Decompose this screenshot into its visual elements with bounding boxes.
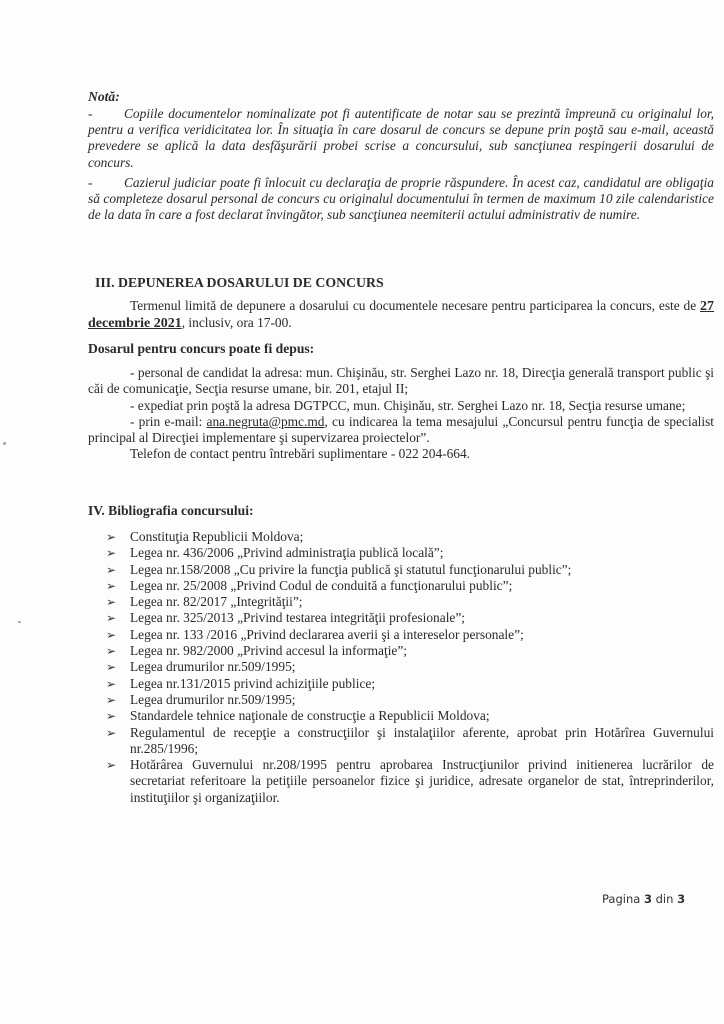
contact-phone: Telefon de contact pentru întrebări suplimentare - 022 204-664. xyxy=(130,446,471,462)
arrowhead-bullet-icon: ➢ xyxy=(106,644,117,659)
note-dash: - xyxy=(88,175,93,190)
arrowhead-bullet-icon: ➢ xyxy=(106,692,117,707)
bibliography-item xyxy=(106,692,714,708)
note-dash: - xyxy=(88,106,93,121)
note-item xyxy=(88,175,714,224)
note-text: Cazierul judiciar poate fi înlocuit cu declaraţia de proprie răspundere. În acest caz, candidatul are obligaţia să completeze dosarul personal de concurs cu originalul documentului în termen de maximum 10 zile calendaristice de la data în care a fost declarat învingător, sub sancţiunea neemiterii actului administrativ de numire. xyxy=(88,175,714,223)
arrowhead-bullet-icon: ➢ xyxy=(106,530,117,544)
note-text: Copiile documentelor nominalizate pot fi autentificate de notar sau se prezintă împreună cu originalul lor, pentru a verifica veridicitatea lor. În situaţia în care dosarul de concurs se depune prin poştă sau e-mail, această prevedere se aplică la data desfăşurării probei scrise a concursului, sub sancţiunea respingerii dosarului de concurs. xyxy=(88,106,714,170)
arrowhead-bullet-icon: ➢ xyxy=(106,725,117,740)
bibliography-item-text: Legea drumurilor nr.509/1995; xyxy=(130,691,296,707)
bibliography-item-text: Constituţia Republicii Moldova; xyxy=(130,529,304,544)
bibliography-item-text: Legea nr. 436/2006 „Privind administraţia publică locală”; xyxy=(130,545,444,561)
page-label: Pagina xyxy=(602,892,641,906)
bibliography-item xyxy=(106,757,714,806)
submission-methods-heading: Dosarul pentru concurs poate fi depus: xyxy=(88,341,315,356)
deadline-text-after: , inclusiv, ora 17-00. xyxy=(181,315,292,331)
bibliography-item-text: Legea nr.158/2008 „Cu privire la funcţia publică şi statutul funcţionarului public”; xyxy=(130,561,572,577)
option-personal: - personal de candidat la adresa: mun. Chişinău, str. Serghei Lazo nr. 18, Direcţia generală transport public şi căi de comunicaţie, Secţia resurse umane, bir. 201, etajul II; xyxy=(88,365,714,397)
bibliography-item xyxy=(106,578,714,594)
bibliography-item xyxy=(106,659,714,675)
arrowhead-bullet-icon: ➢ xyxy=(106,578,117,593)
arrowhead-bullet-icon: ➢ xyxy=(106,660,117,675)
total-pages-number: 3 xyxy=(677,892,686,906)
bibliography-item xyxy=(106,594,714,610)
arrowhead-bullet-icon: ➢ xyxy=(106,627,117,642)
bibliography-item-text: Regulamentul de recepţie a construcţiilor şi instalaţiilor aferente, aprobat prin Hotărîrea Guvernului nr.285/1996; xyxy=(130,724,714,756)
option-post: - expediat prin poştă la adresa DGTPCC, mun. Chişinău, str. Serghei Lazo nr. 18, Secţia resurse umane; xyxy=(130,397,686,413)
bibliography-item xyxy=(106,610,714,626)
email-link[interactable]: ana.negruta@pmc.md xyxy=(206,413,325,429)
bibliography-item xyxy=(106,643,714,659)
bibliography-item xyxy=(106,545,714,561)
bibliography-item xyxy=(106,627,714,643)
deadline-date: 27 decembrie 2021 xyxy=(88,299,714,332)
bibliography-item-text: Legea nr. 82/2017 „Integrităţii”; xyxy=(130,594,303,610)
section-heading-submission: III. DEPUNEREA DOSARULUI DE CONCURS xyxy=(95,275,384,290)
arrowhead-bullet-icon: ➢ xyxy=(106,562,117,577)
scan-speck xyxy=(3,442,6,445)
bibliography-list xyxy=(106,529,714,806)
bibliography-item xyxy=(106,725,714,758)
of-label: din xyxy=(655,892,674,906)
bibliography-item-text: Standardele tehnice naţionale de construcţie a Republicii Moldova; xyxy=(130,708,490,724)
bibliography-item xyxy=(106,529,714,545)
section-heading-bibliography: IV. Bibliografia concursului: xyxy=(88,503,254,518)
arrowhead-bullet-icon: ➢ xyxy=(106,709,117,724)
deadline-text-before: Termenul limită de depunere a dosarului cu documentele necesare pentru participarea la concurs, este de xyxy=(130,298,700,313)
bibliography-item-text: Legea nr. 25/2008 „Privind Codul de conduită a funcţionarului public”; xyxy=(130,577,513,593)
bibliography-item-text: Legea nr. 325/2013 „Privind testarea integrităţii profesionale”; xyxy=(130,610,466,626)
bibliography-item xyxy=(106,676,714,692)
bibliography-item-text: Legea drumurilor nr.509/1995; xyxy=(130,659,296,675)
arrowhead-bullet-icon: ➢ xyxy=(106,595,117,610)
deadline-paragraph xyxy=(88,298,714,333)
option-email-before: - prin e-mail: xyxy=(130,413,207,429)
option-email xyxy=(88,414,714,447)
note-item xyxy=(88,106,714,171)
bibliography-item-text: Hotărârea Guvernului nr.208/1995 pentru aprobarea Instrucţiunilor privind initienerea lucrărilor de secretariat referitoare la petiţiile persoanelor fizice şi juridice, adresate organelor de stat, întreprinderilor, instituţiilor şi organizaţiilor. xyxy=(130,757,714,805)
submission-options xyxy=(88,365,714,463)
arrowhead-bullet-icon: ➢ xyxy=(106,758,117,773)
arrowhead-bullet-icon: ➢ xyxy=(106,546,117,561)
bibliography-item-text: Legea nr.131/2015 privind achiziţiile publice; xyxy=(130,675,376,691)
bibliography-item xyxy=(106,708,714,724)
option-email-after: , cu indicarea la tema mesajului „Concursul pentru funcţia de specialist principal al Direcţiei implementare şi supervizarea proiectelor”. xyxy=(88,413,715,446)
note-title: Notă: xyxy=(88,89,120,104)
current-page-number: 3 xyxy=(643,892,652,906)
page-footer xyxy=(602,892,685,906)
bibliography-item-text: Legea nr. 982/2000 „Privind accesul la informaţie”; xyxy=(130,643,408,659)
bibliography-item-text: Legea nr. 133 /2016 „Privind declararea averii şi a intereselor personale”; xyxy=(130,626,524,642)
bibliography-item xyxy=(106,562,714,578)
scan-speck xyxy=(18,621,21,623)
arrowhead-bullet-icon: ➢ xyxy=(106,676,117,691)
arrowhead-bullet-icon: ➢ xyxy=(106,611,117,626)
